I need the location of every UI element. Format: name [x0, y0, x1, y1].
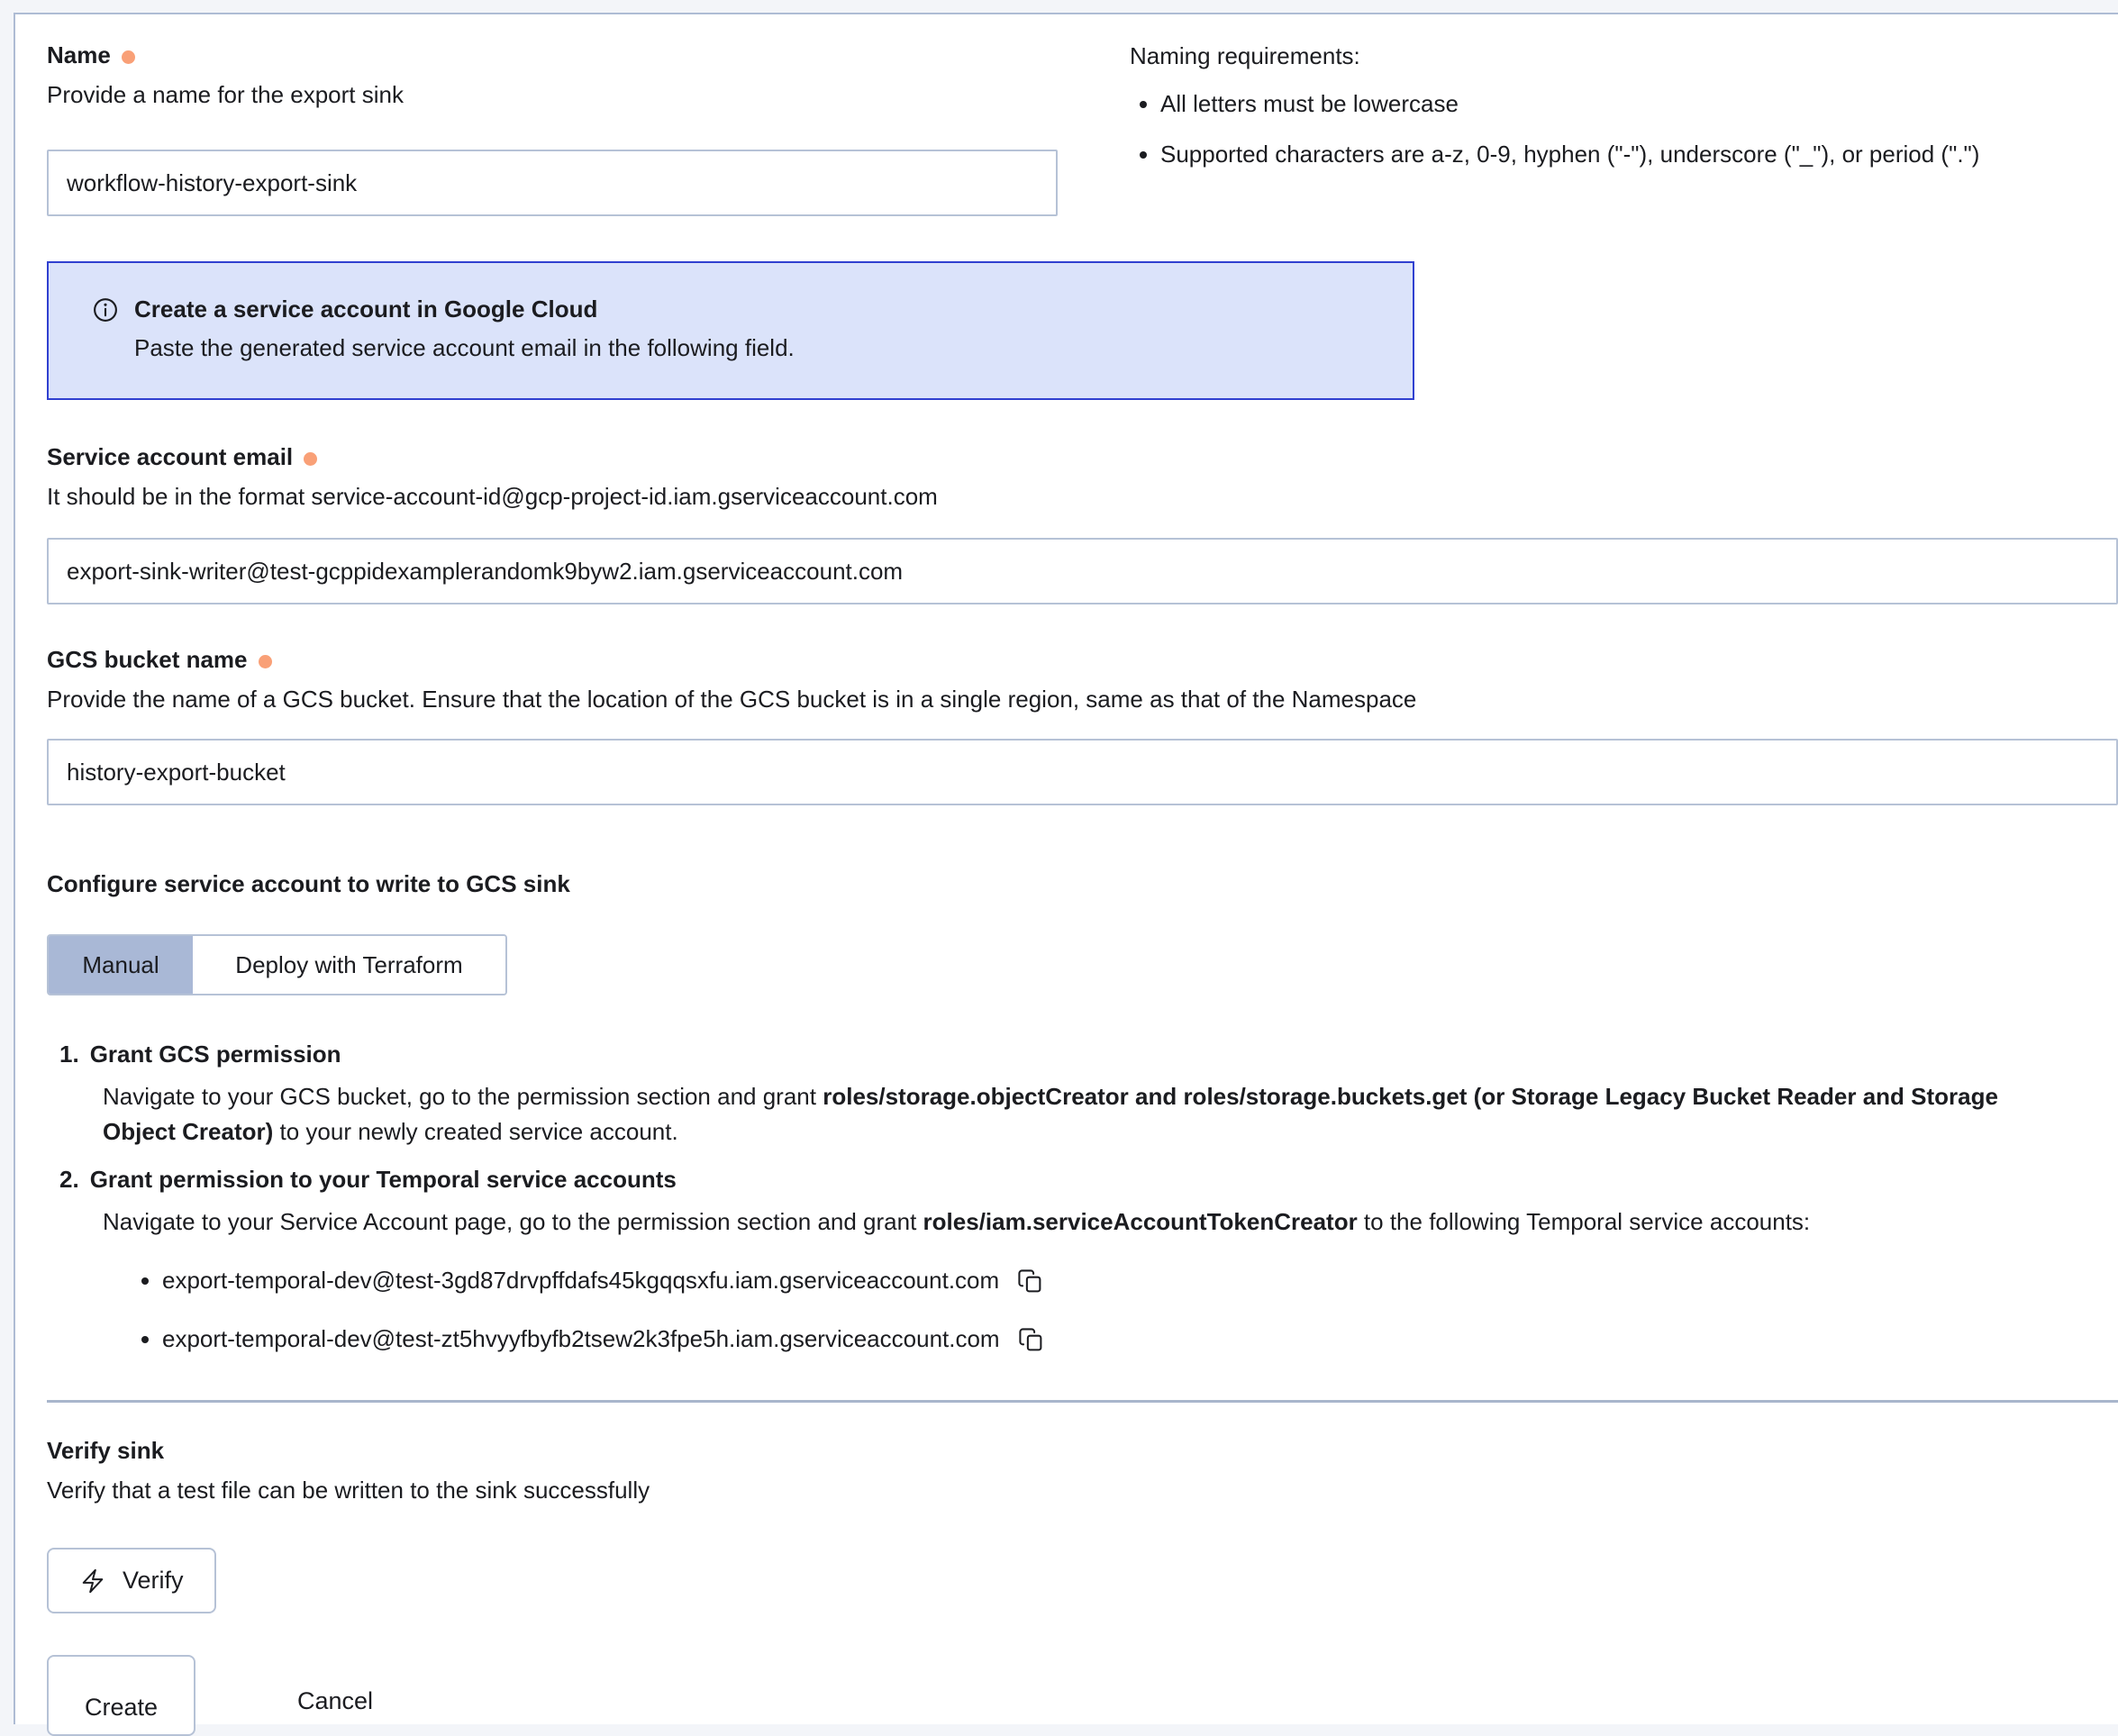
configure-section-title: Configure service account to write to GCS sink: [47, 870, 570, 897]
step-body: Navigate to your GCS bucket, go to the permission section and grant roles/storage.objectCreator and roles/storage.buckets.get (or Storage Legacy Bucket Reader and Storage Object Creator) to your newly created service account.: [103, 1083, 1998, 1145]
temporal-service-account-list: [162, 1267, 2118, 1353]
tab-deploy-with-terraform[interactable]: Deploy with Terraform: [193, 936, 505, 994]
required-dot: [259, 655, 272, 668]
list-item: [162, 1267, 2118, 1295]
service-account-label: Service account email: [47, 443, 294, 470]
naming-requirements-title: Naming requirements:: [1130, 42, 1360, 69]
tab-manual[interactable]: Manual: [49, 936, 193, 994]
bolt-icon: [79, 1568, 106, 1595]
bucket-label-row: [47, 646, 2118, 674]
step-grant-gcs-permission: [47, 1041, 2118, 1150]
service-account-description: It should be in the format service-account-id@gcp-project-id.iam.gserviceaccount.com: [47, 483, 938, 510]
section-divider: [47, 1400, 2118, 1403]
naming-requirements-list: [1160, 90, 1979, 168]
cancel-button[interactable]: Cancel: [297, 1687, 374, 1714]
verify-button[interactable]: [47, 1548, 216, 1613]
export-sink-form-panel: [14, 13, 2118, 1724]
name-field-label-row: [47, 41, 1058, 69]
step-number: 1.: [59, 1041, 79, 1068]
service-account-label-row: [47, 443, 2118, 471]
step-title: Grant permission to your Temporal service accounts: [89, 1166, 677, 1193]
name-field-label: Name: [47, 41, 111, 68]
verify-sink-description: Verify that a test file can be written to the sink successfully: [47, 1477, 650, 1504]
temporal-service-account-email: export-temporal-dev@test-zt5hvyyfbyfb2tsew2k3fpe5h.iam.gserviceaccount.com: [162, 1325, 1000, 1352]
verify-button-label: Verify: [123, 1567, 184, 1594]
temporal-service-account-email: export-temporal-dev@test-3gd87drvpffdafs45kgqqsxfu.iam.gserviceaccount.com: [162, 1267, 1000, 1294]
info-banner-title: Create a service account in Google Cloud: [134, 295, 598, 323]
list-item: [162, 1325, 2118, 1353]
verify-sink-title: Verify sink: [47, 1437, 165, 1464]
naming-requirement-item: • Supported characters are a-z, 0-9, hyphen ("-"), underscore ("_"), or period ("."): [1160, 141, 1979, 168]
gcs-bucket-name-input[interactable]: [47, 739, 2118, 805]
info-banner-description: Paste the generated service account email in the following field.: [134, 334, 795, 361]
bucket-name-description: Provide the name of a GCS bucket. Ensure that the location of the GCS bucket is in a single region, same as that of the Namespace: [47, 686, 1417, 713]
create-button[interactable]: Create: [47, 1655, 195, 1736]
step-title: Grant GCS permission: [89, 1041, 341, 1068]
sink-name-input[interactable]: [47, 150, 1058, 216]
info-icon: [92, 296, 119, 323]
naming-requirement-item: • All letters must be lowercase: [1160, 90, 1979, 118]
configure-tabs: [47, 934, 507, 995]
step-number: 2.: [59, 1166, 79, 1193]
step-grant-temporal-permission: [47, 1166, 2118, 1240]
service-account-info-banner: [47, 261, 1414, 400]
name-field-description: Provide a name for the export sink: [47, 81, 404, 108]
copy-icon[interactable]: [1018, 1327, 1044, 1353]
step-body: Navigate to your Service Account page, go to the permission section and grant roles/iam.serviceAccountTokenCreator to the following Temporal service accounts:: [103, 1208, 1811, 1235]
required-dot: [304, 452, 317, 466]
copy-icon[interactable]: [1017, 1268, 1043, 1295]
required-dot: [122, 50, 135, 64]
bucket-name-label: GCS bucket name: [47, 646, 248, 673]
service-account-email-input[interactable]: [47, 538, 2118, 604]
